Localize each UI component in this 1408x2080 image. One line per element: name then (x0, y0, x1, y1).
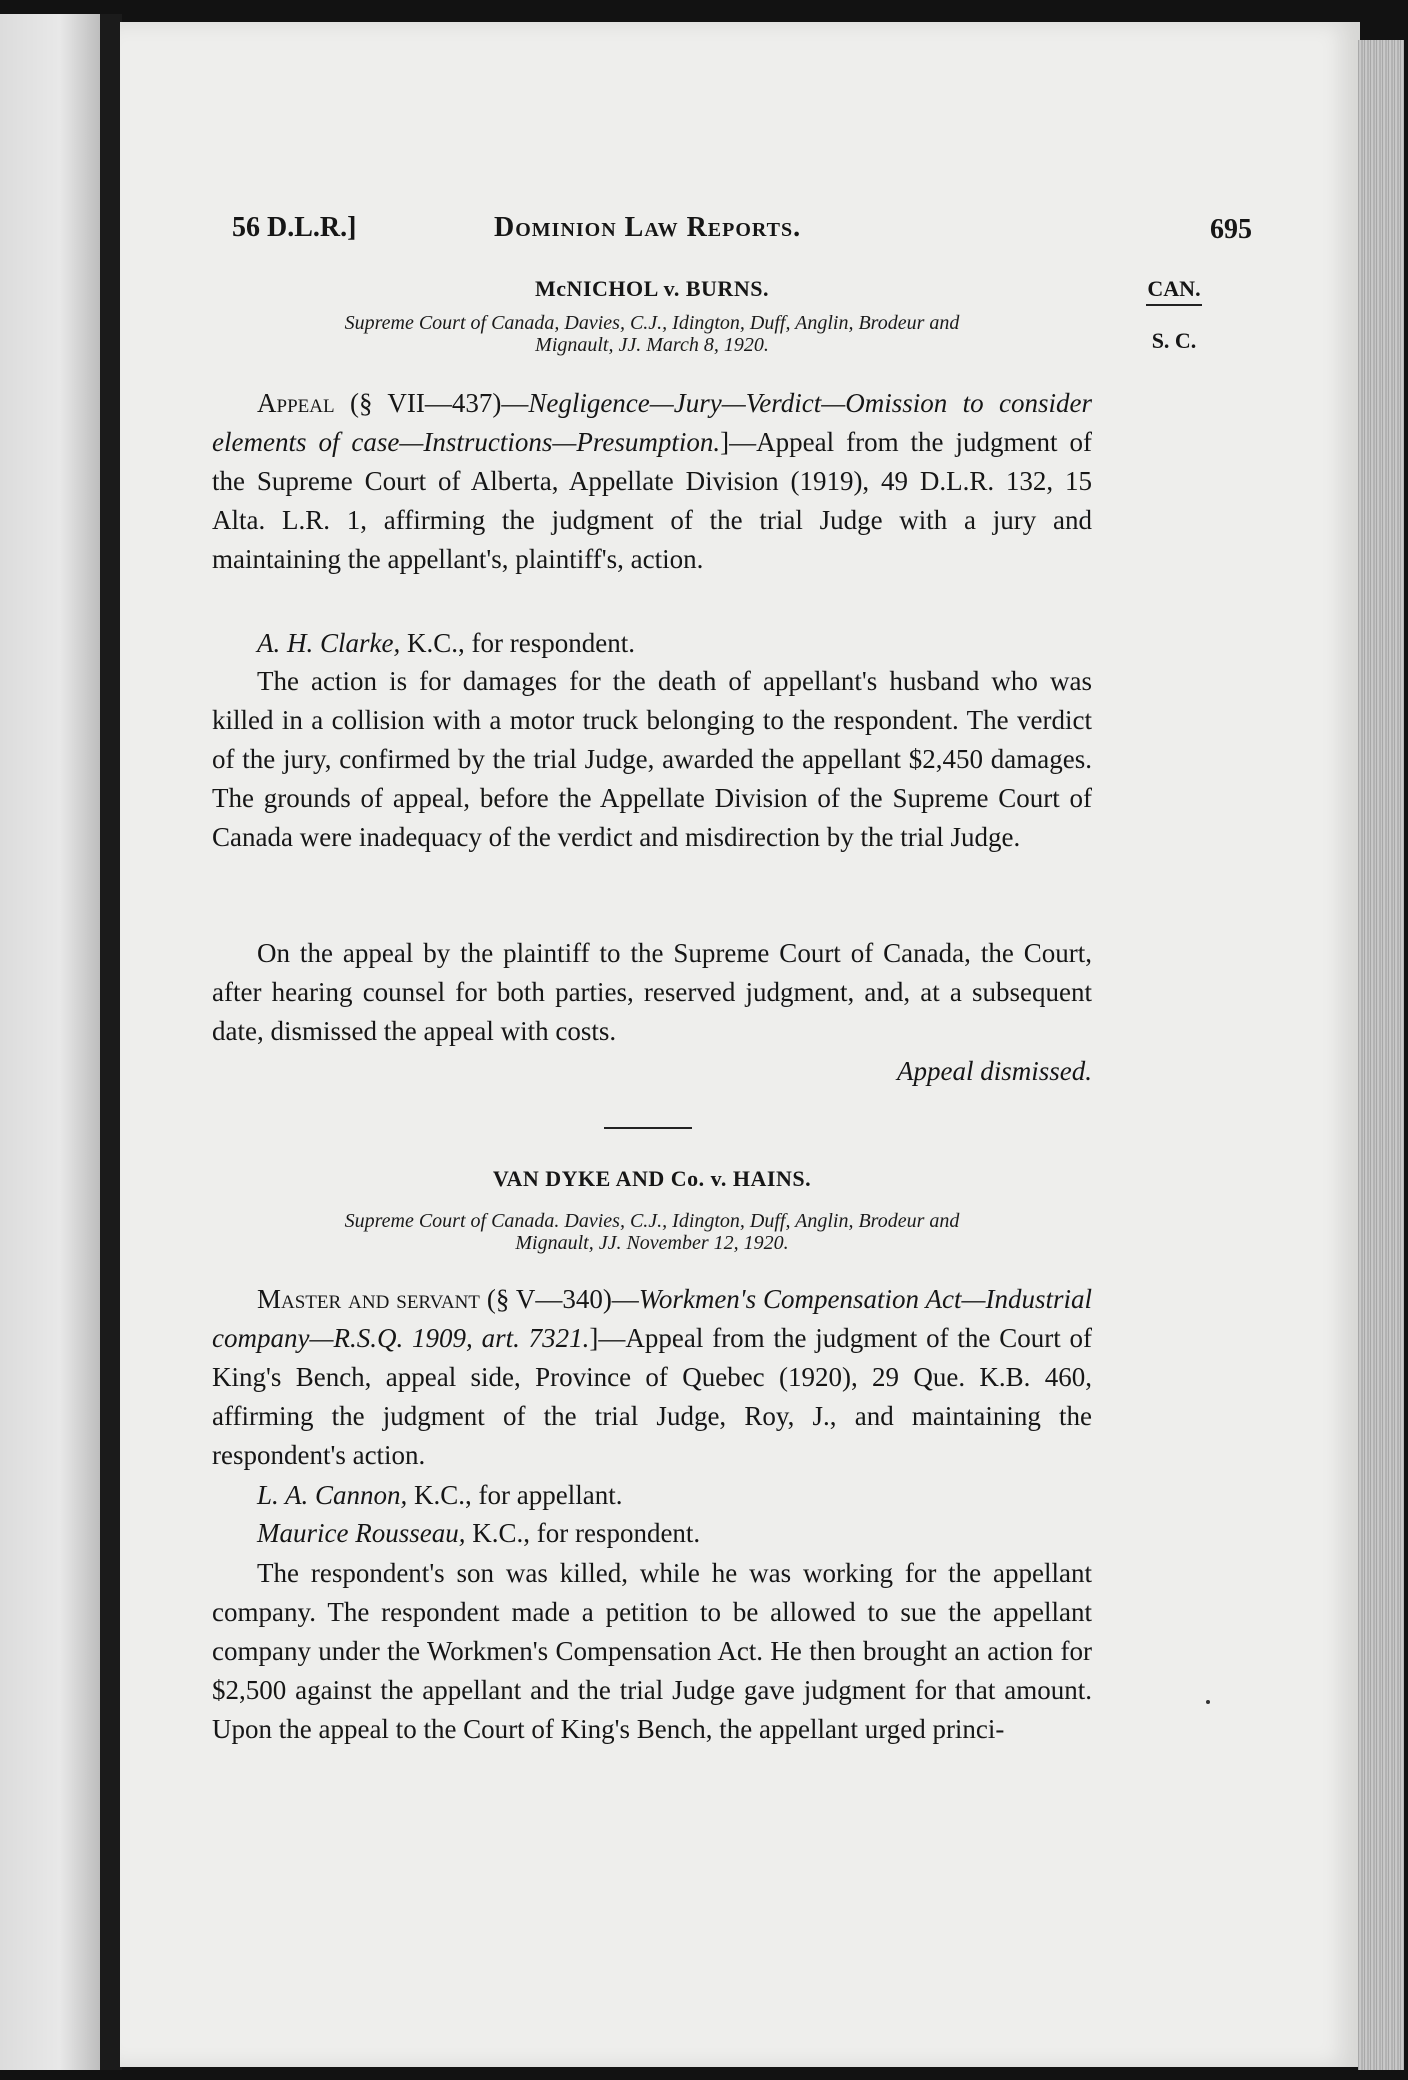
counsel-role: K.C., for respondent. (400, 628, 635, 658)
body-paragraph: On the appeal by the plaintiff to the Supreme Court of Canada, the Court, after hearing counsel for both parties, reserved judgment, and, at a subsequent date, dismissed the appeal with costs. (212, 938, 1092, 1046)
counsel-name: A. H. Clarke, (257, 628, 401, 658)
page-stack-edge (1358, 40, 1404, 2070)
facing-page-edge (0, 14, 100, 2070)
counsel-line (212, 1514, 1092, 1553)
reporter-title: Dominion Law Reports. (494, 212, 802, 243)
headnote-topics: Negligence—Jury—Verdict—Omission to consider elements of case—Instructions—Presumption. (212, 388, 1093, 457)
case-title: McNICHOL v. BURNS. (535, 276, 769, 301)
margin-division-label: S. C. (1151, 328, 1197, 353)
scan-speck (1206, 1700, 1210, 1704)
counsel-role: K.C., for respondent. (465, 1518, 701, 1548)
body-paragraph: The action is for damages for the death of appellant's husband who was killed in a collision with a motor truck belonging to the respondent. The verdict of the jury, confirmed by the trial Judge, awarded the appellant $2,450 damages. The grounds of appeal, before the Appellate Division of the Supreme Court of Canada were inadequacy of the verdict and misdirection by the trial Judge. (212, 666, 1092, 852)
headnote-label: Appeal (257, 388, 335, 418)
running-head (232, 212, 1252, 252)
court-line: Supreme Court of Canada. Davies, C.J., Idington, Duff, Anglin, Brodeur and (344, 1210, 960, 1232)
counsel-line (212, 624, 1092, 663)
headnote-text: ]—Appeal from the judgment of the Court of King's Bench, appeal side, Province of Quebec (1920), 29 Que. K.B. 460, affirming the judgment of the trial Judge, Roy, J., and maintaining the respondent's action. (212, 1323, 1092, 1470)
case-title: VAN DYKE AND Co. v. HAINS. (492, 1166, 812, 1191)
headnote-section: (§ V—340)— (479, 1284, 639, 1314)
headnote-topics: Workmen's Compensation Act—Industrial company—R.S.Q. 1909, art. 7321. (212, 1284, 1092, 1353)
page-number: 695 (1210, 214, 1252, 245)
headnote-section: (§ VII—437)— (349, 388, 529, 418)
counsel-role: K.C., for appellant. (407, 1480, 623, 1510)
book-gutter (100, 14, 122, 2070)
headnote (212, 384, 1092, 579)
volume-reference: 56 D.L.R.] (232, 212, 357, 243)
court-line: Supreme Court of Canada, Davies, C.J., Idington, Duff, Anglin, Brodeur and (344, 312, 960, 334)
court-line: Mignault, JJ. March 8, 1920. (535, 334, 769, 356)
counsel-line (212, 1476, 1092, 1515)
counsel-name: Maurice Rousseau, (257, 1518, 466, 1548)
headnote-text: ]—Appeal from the judgment of the Supreme Court of Alberta, Appellate Division (1919), 49 D.L.R. 132, 15 Alta. L.R. 1, affirming the judgment of the trial Judge with a jury and maintaining the appellant's, plaintiff's, action. (212, 427, 1092, 574)
counsel-name: L. A. Cannon, (257, 1480, 408, 1510)
body-paragraph: The respondent's son was killed, while he was working for the appellant company. The respondent made a petition to be allowed to sue the appellant company under the Workmen's Compensation Act. He then brought an action for $2,500 against the appellant and the trial Judge gave judgment for that amount. Upon the appeal to the Court of King's Bench, the appellant urged princi- (212, 1558, 1092, 1744)
disposition: Appeal dismissed. (897, 1056, 1092, 1086)
headnote (212, 1280, 1092, 1475)
section-divider (604, 1127, 692, 1129)
margin-court-label: CAN. (1146, 276, 1202, 306)
headnote-label: Master and servant (257, 1284, 480, 1314)
court-line: Mignault, JJ. November 12, 1920. (515, 1232, 789, 1254)
